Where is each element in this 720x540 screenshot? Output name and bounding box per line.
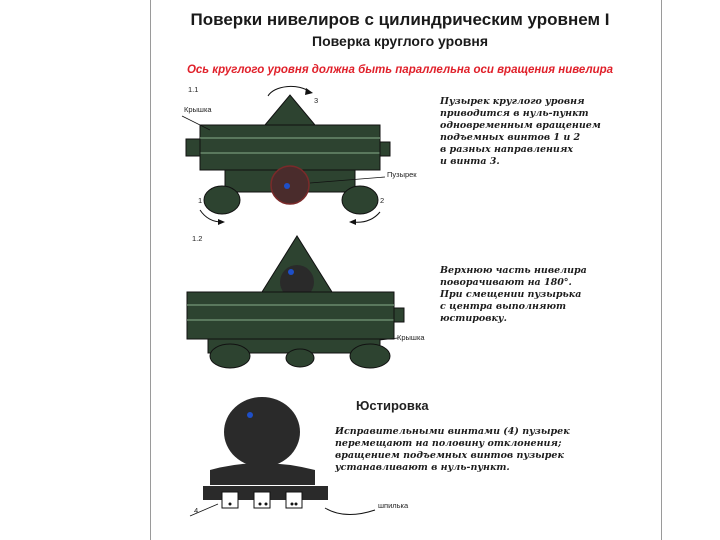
adjustment-heading: Юстировка: [356, 398, 429, 413]
figure2-description: Верхнюю часть нивелира поворачивают на 180°. При смещении пузырька с центра выполняют юстировку.: [440, 265, 587, 324]
bubble-1: [284, 183, 290, 189]
label-screw-3: 3: [314, 96, 319, 105]
figure1-number: 1.1: [188, 85, 199, 94]
label-screw-1: 1: [198, 196, 203, 205]
label-screw-2: 2: [380, 196, 385, 205]
adjustment-description: Исправительными винтами (4) пузырек перемещают на половину отклонения; вращением подъемных винтов пузырек устанавливают в нуль-пункт.: [335, 426, 570, 473]
adjusting-pin: [325, 508, 375, 515]
page-subtitle: Поверка круглого уровня: [312, 33, 488, 49]
axis-condition: Ось круглого уровня должна быть параллельна оси вращения нивелира: [186, 64, 614, 76]
rotation-arrow-3: [268, 86, 310, 96]
level-instrument-1: [182, 86, 390, 225]
label-pin: шпилька: [378, 501, 409, 510]
page-title: Поверки нивелиров с цилиндрическим уровнем I: [190, 10, 610, 29]
bubble-3: [247, 412, 253, 418]
figure1-description: Пузырек круглого уровня приводится в нуль-пункт одновременным вращением подъемных винтов 1 и 2 в разных направлениях и винта 3.: [440, 96, 601, 167]
circular-level-large: [224, 397, 300, 467]
circular-level: [271, 166, 309, 204]
bubble-2: [288, 269, 294, 275]
label-screw-4: 4: [194, 506, 199, 515]
label-bubble: Пузырек: [387, 170, 417, 179]
label-cover-2: Крышка: [397, 333, 425, 342]
level-instrument-2: [187, 236, 404, 368]
figure2-number: 1.2: [192, 234, 203, 243]
label-cover-1: Крышка: [184, 105, 212, 114]
